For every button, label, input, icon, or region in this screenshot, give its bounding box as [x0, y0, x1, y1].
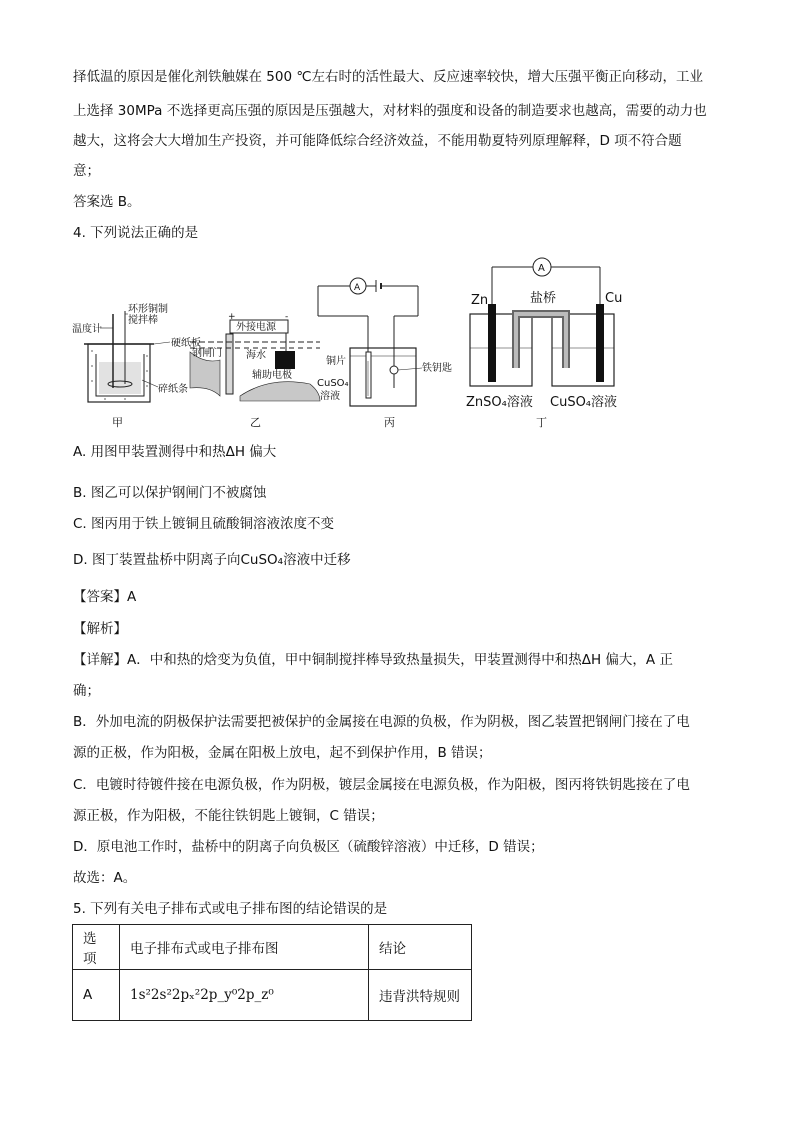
- yi-minus: -: [285, 312, 289, 322]
- bing-key: 铁钥匙: [422, 363, 452, 374]
- table-header: 结论: [369, 925, 472, 970]
- option-a: A. 用图甲装置测得中和热ΔH 偏大: [73, 444, 277, 460]
- yi-power: 外接电源: [236, 322, 276, 333]
- analysis-tag: 【解析】: [73, 621, 127, 637]
- option-c: C. 图丙用于铁上镀铜且硫酸铜溶液浓度不变: [73, 516, 335, 532]
- ding-bridge: 盐桥: [530, 291, 557, 306]
- detail-line: 源的正极，作为阳极，金属在阳极上放电，起不到保护作用，B 错误；: [73, 745, 492, 761]
- bing-ammeter: A: [354, 283, 361, 293]
- conclusion-line: 故选：A。: [73, 870, 137, 886]
- text-line: 上选择 30MPa 不选择更高压强的原因是压强越大，对材料的强度和设备的制造要求也越高，需要的动力也: [73, 103, 707, 119]
- table-cell-conclusion: 违背洪特规则: [369, 970, 472, 1021]
- table-row: [73, 970, 472, 1021]
- yi-label: 乙: [250, 416, 261, 429]
- table-header: 电子排布式或电子排布图: [120, 925, 369, 970]
- text-line: 越大，这将会大大增加生产投资，并可能降低综合经济效益，不能用勒夏特列原理解释，D 项不符合题: [73, 133, 682, 149]
- question-stem: 5. 下列有关电子排布式或电子排布图的结论错误的是: [73, 901, 388, 917]
- detail-line: 源正极，作为阳极，不能往铁钥匙上镀铜，C 错误；: [73, 808, 384, 824]
- bing-solution: 溶液: [320, 391, 340, 402]
- bing-label: 丙: [384, 416, 395, 429]
- ding-label: 丁: [536, 416, 547, 429]
- jia-scraps: 碎纸条: [158, 384, 188, 395]
- detail-line: C．电镀时待镀件接在电源负极，作为阴极，镀层金属接在电源负极，作为阳极，图丙将铁钥匙接在了电: [73, 777, 690, 793]
- ding-right-sol: CuSO₄溶液: [550, 395, 618, 410]
- detail-line: B．外加电流的阴极保护法需要把被保护的金属接在电源的负极，作为阴极，图乙装置把钢闸门接在了电: [73, 714, 690, 730]
- yi-gate: 钢闸门: [192, 348, 222, 359]
- figure-jia: [72, 302, 201, 429]
- detail-line: 【详解】A．中和热的焓变为负值，甲中铜制搅拌棒导致热量损失，甲装置测得中和热ΔH 偏大，A 正: [73, 652, 673, 668]
- question-stem: 4. 下列说法正确的是: [73, 225, 199, 241]
- jia-stirrer2: 搅拌棒: [128, 315, 158, 326]
- option-b: B. 图乙可以保护钢闸门不被腐蚀: [73, 485, 267, 501]
- text-line: 择低温的原因是催化剂铁触媒在 500 ℃左右时的活性最大、反应速率较快，增大压强平衡正向移动，工业: [73, 69, 704, 85]
- yi-plus: +: [228, 312, 236, 322]
- jia-board: 硬纸板: [171, 338, 201, 349]
- answer-tag: 【答案】A: [73, 589, 137, 605]
- ding-ammeter: A: [538, 263, 545, 274]
- option-d: D. 图丁装置盐桥中阴离子向CuSO₄溶液中迁移: [73, 552, 351, 568]
- bing-copper: 铜片: [326, 356, 346, 367]
- jia-label: 甲: [112, 416, 123, 429]
- table-header: 选项: [73, 925, 120, 970]
- jia-thermometer: 温度计: [72, 324, 102, 335]
- detail-line: D．原电池工作时，盐桥中的阴离子向负极区（硫酸锌溶液）中迁移，D 错误；: [73, 839, 544, 855]
- yi-seawater: 海水: [246, 350, 266, 361]
- table-header-row: [73, 925, 472, 970]
- table-cell-option: A: [73, 970, 120, 1021]
- apparatus-figure: [70, 256, 670, 436]
- figure-ding: [466, 258, 622, 429]
- detail-line: 确；: [73, 683, 100, 699]
- ding-zn: Zn: [471, 293, 489, 308]
- table-cell-config: 1s²2s²2pₓ²2p_y⁰2p_z⁰: [120, 970, 369, 1021]
- ding-cu: Cu: [605, 291, 623, 306]
- figure-bing: [317, 278, 452, 429]
- bing-cuso4: CuSO₄: [317, 378, 349, 389]
- text-line: 意；: [73, 163, 100, 179]
- figure-yi: [190, 312, 320, 429]
- jia-stirrer: 环形铜制: [128, 304, 168, 315]
- yi-aux: 辅助电极: [252, 370, 292, 381]
- answer-line: 答案选 B。: [73, 194, 141, 210]
- q5-table: [72, 924, 472, 1021]
- ding-left-sol: ZnSO₄溶液: [466, 395, 533, 410]
